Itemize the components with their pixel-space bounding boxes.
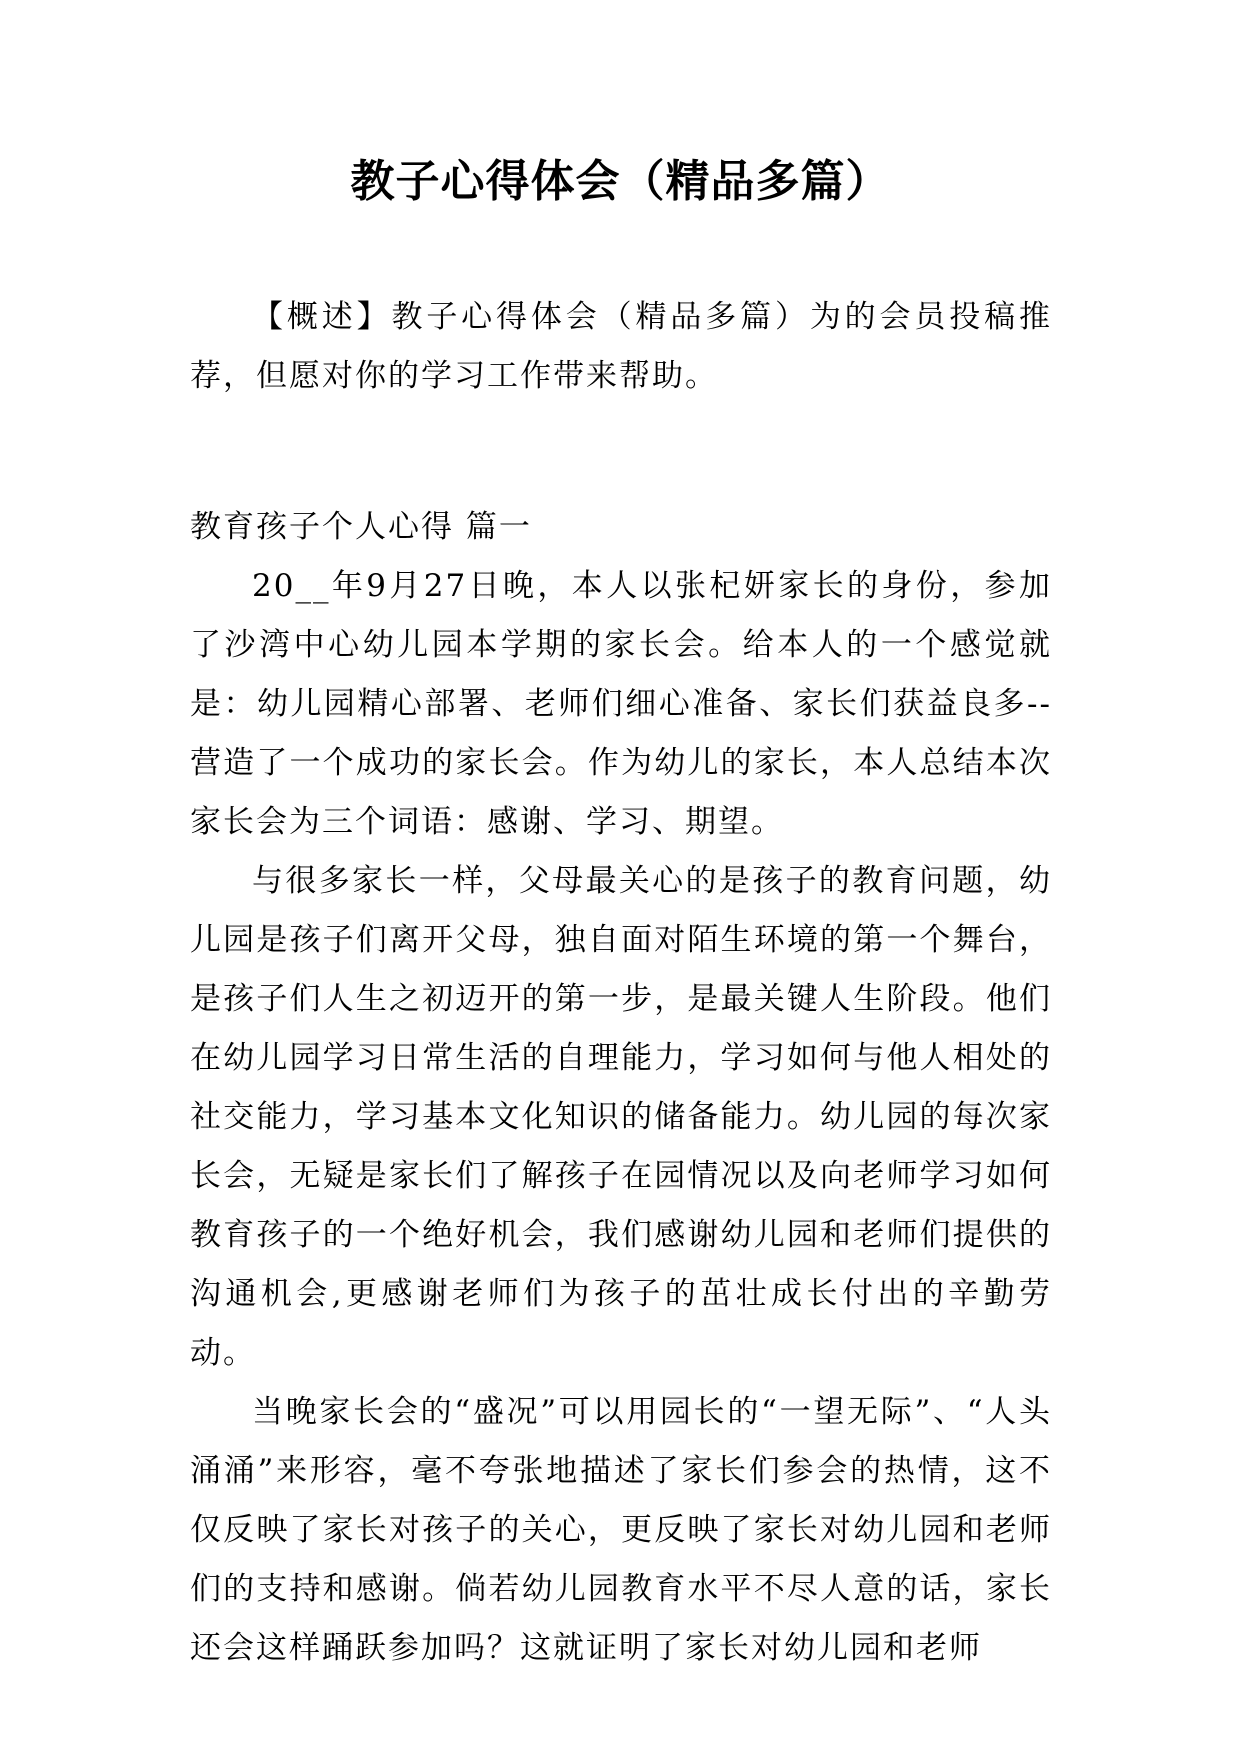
body-paragraph-1: 20__年9月27日晚，本人以张杞妍家长的身份，参加了沙湾中心幼儿园本学期的家长会。给本人的一个感觉就是：幼儿园精心部署、老师们细心准备、家长们获益良多--营造了一个成功的家长会。作为幼儿的家长，本人总结本次家长会为三个词语：感谢、学习、期望。 (190, 568, 1052, 840)
body-paragraph-3: 当晚家长会的“盛况”可以用园长的“一望无际”、“人头涌涌”来形容，毫不夸张地描述了家长们参会的热情，这不仅反映了家长对孩子的关心，更反映了家长对幼儿园和老师们的支持和感谢。倘若幼儿园教育水平不尽人意的话，家长还会这样踊跃参加吗？这就证明了家长对幼儿园和老师 (190, 1394, 1052, 1666)
body-paragraph-2: 与很多家长一样，父母最关心的是孩子的教育问题，幼儿园是孩子们离开父母，独自面对陌生环境的第一个舞台，是孩子们人生之初迈开的第一步，是最关键人生阶段。他们在幼儿园学习日常生活的自理能力，学习如何与他人相处的社交能力，学习基本文化知识的储备能力。幼儿园的每次家长会，无疑是家长们了解孩子在园情况以及向老师学习如何教育孩子的一个绝好机会，我们感谢幼儿园和老师们提供的沟通机会,更感谢老师们为孩子的茁壮成长付出的辛勤劳动。 (190, 863, 1052, 1371)
summary-paragraph: 【概述】教子心得体会（精品多篇）为的会员投稿推荐，但愿对你的学习工作带来帮助。 (190, 299, 1052, 394)
section-heading: 教育孩子个人心得 篇一 (190, 509, 532, 545)
document-title: 教子心得体会（精品多篇） (350, 156, 891, 207)
document-body (190, 288, 1052, 1678)
